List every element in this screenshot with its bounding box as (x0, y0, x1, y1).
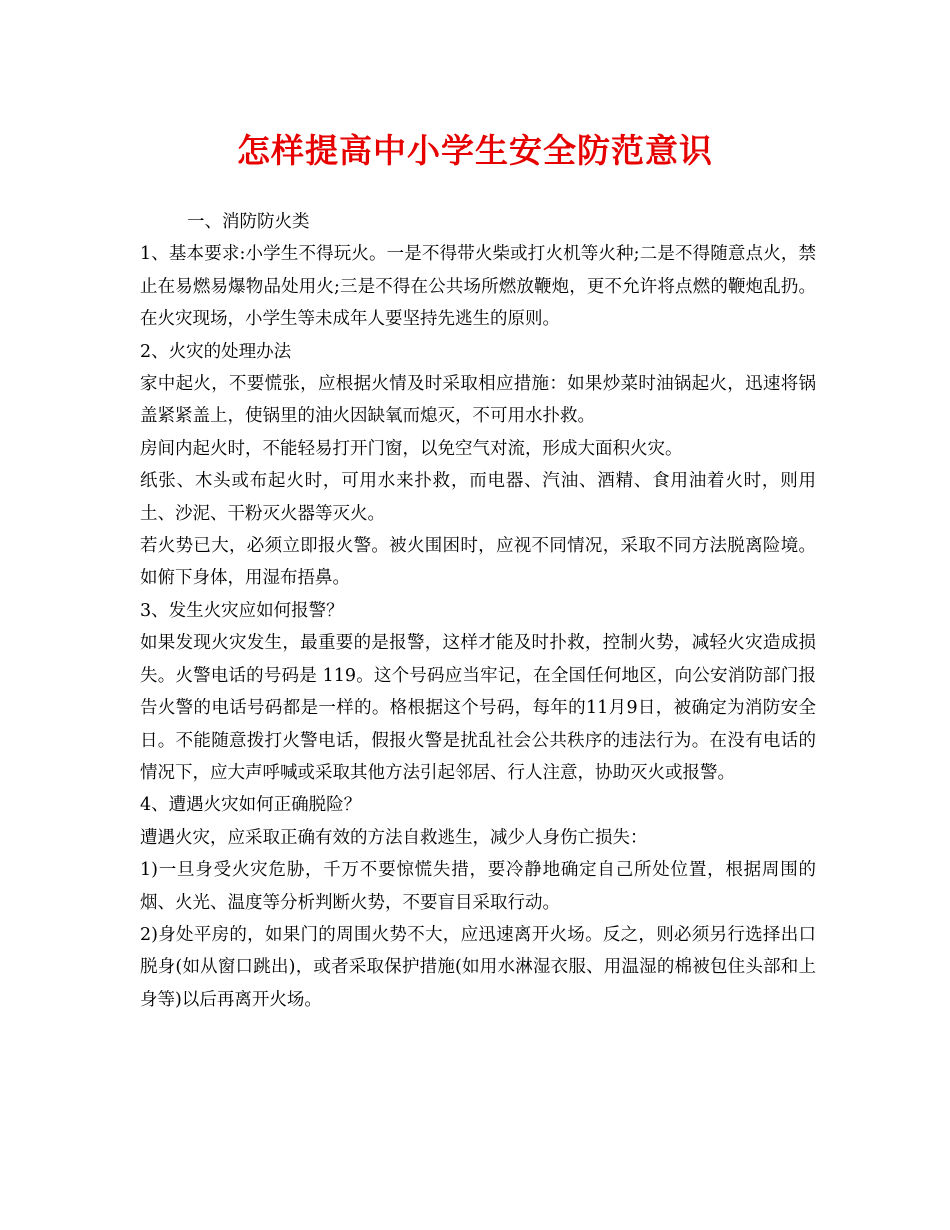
section-heading: 一、消防防火类 (187, 212, 310, 232)
list-item: 2)身处平房的，如果门的周围火势不大，应迅速离开火场。反之，则必须另行选择出口脱身(如从窗口跳出)，或者采取保护措施(如用水淋湿衣服、用温湿的棉被包住头部和上身等)以后再离开火场。 (140, 924, 816, 1010)
paragraph: 遭遇火灾，应采取正确有效的方法自救逃生，减少人身伤亡损失： (140, 827, 648, 848)
paragraph: 房间内起火时，不能轻易打开门窗，以免空气对流，形成大面积火灾。 (140, 438, 683, 459)
paragraph: 家中起火，不要慌张，应根据火情及时采取相应措施：如果炒菜时油锅起火，迅速将锅盖紧紧盖上，使锅里的油火因缺氧而熄灭，不可用水扑救。 (140, 374, 816, 427)
subheading: 3、发生火灾应如何报警？ (140, 600, 344, 621)
paragraph: 纸张、木头或布起火时，可用水来扑救，而电器、汽油、酒精、食用油着火时，则用土、沙泥、干粉灭火器等灭火。 (140, 471, 816, 524)
document-title: 怎样提高中小学生安全防范意识 (237, 131, 713, 170)
paragraph: 1、基本要求:小学生不得玩火。一是不得带火柴或打火机等火种;二是不得随意点火，禁止在易燃易爆物品处用火;三是不得在公共场所燃放鞭炮，更不允许将点燃的鞭炮乱扔。在火灾现场，小学生等未成年人要坚持先逃生的原则。 (140, 244, 816, 330)
document-body (140, 206, 816, 1016)
subheading: 2、火灾的处理办法 (140, 341, 292, 362)
list-item: 1)一旦身受火灾危胁，千万不要惊慌失措，要冷静地确定自己所处位置，根据周围的烟、火光、温度等分析判断火势，不要盲目采取行动。 (140, 860, 816, 913)
paragraph: 若火势已大，必须立即报火警。被火围困时，应视不同情况，采取不同方法脱离险境。如俯下身体，用湿布捂鼻。 (140, 536, 816, 589)
subheading: 4、遭遇火灾如何正确脱险？ (140, 795, 362, 816)
paragraph: 如果发现火灾发生，最重要的是报警，这样才能及时扑救，控制火势，减轻火灾造成损失。火警电话的号码是 119。这个号码应当牢记，在全国任何地区，向公安消防部门报告火警的电话号码都是一样的。格根据这个号码，每年的11月9日，被确定为消防安全日。不能随意拨打火警电话，假报火警是扰乱社会公共秩序的违法行为。在没有电话的情况下，应大声呼喊或采取其他方法引起邻居、行人注意，协助灭火或报警。 (140, 633, 816, 783)
